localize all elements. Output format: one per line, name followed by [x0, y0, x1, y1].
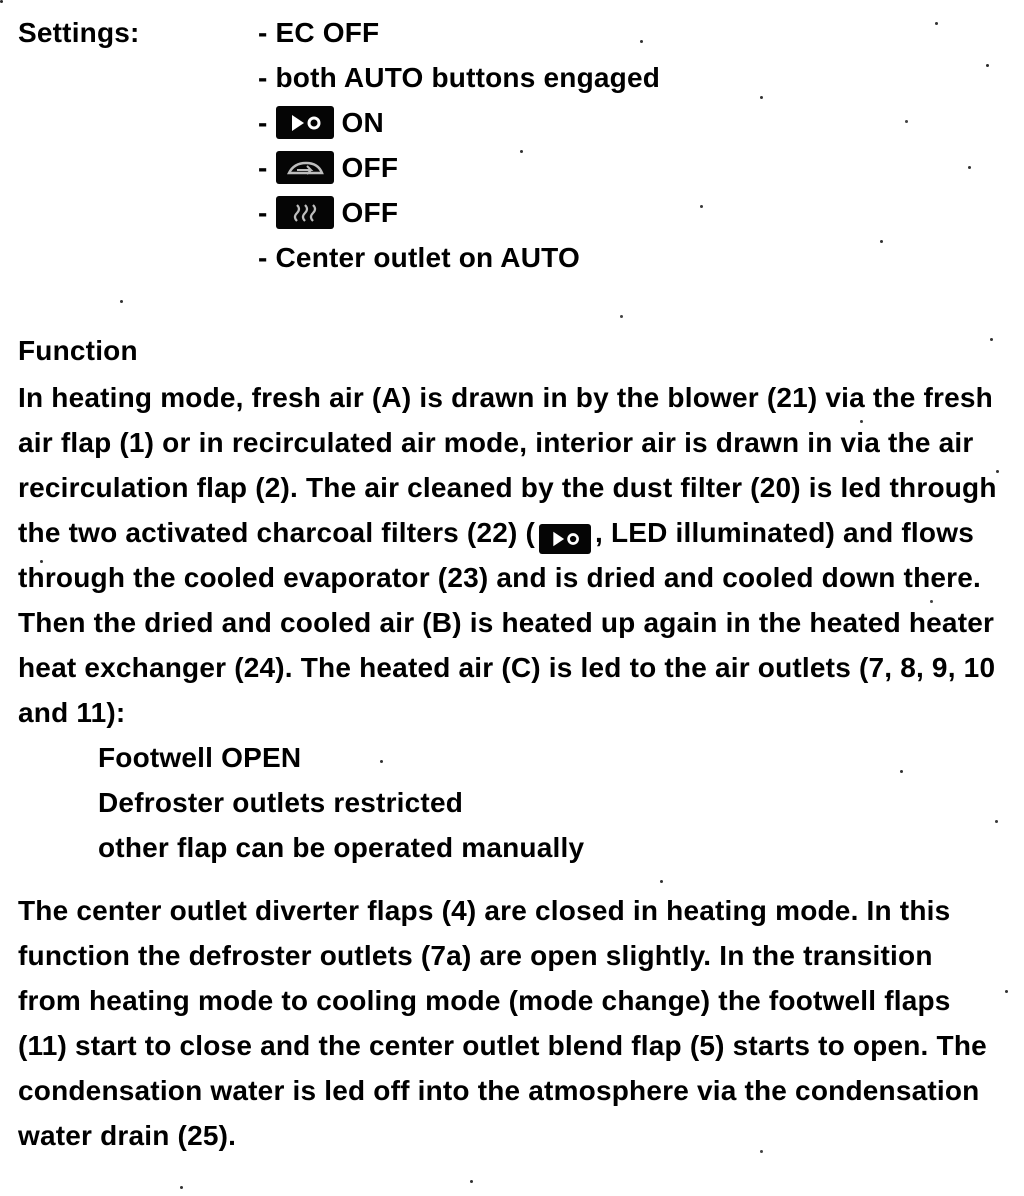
list-item-other-flap: other flap can be operated manually: [98, 832, 585, 863]
charcoal-filter-button-icon: [276, 106, 334, 139]
setting-recirculation-off: [258, 145, 998, 190]
settings-list: [258, 10, 998, 280]
setting-state: OFF: [341, 197, 399, 228]
settings-block: [18, 10, 998, 280]
outlet-state-list: [18, 735, 998, 870]
manual-page: [18, 10, 998, 1158]
setting-dash: -: [258, 152, 268, 183]
setting-dash: -: [258, 197, 268, 228]
setting-text: - EC OFF: [258, 17, 380, 48]
charcoal-filter-button-icon: [539, 524, 591, 554]
setting-dash: -: [258, 107, 268, 138]
setting-state: ON: [341, 107, 384, 138]
function-paragraph-1: [18, 375, 998, 735]
function-heading: Function: [18, 335, 138, 366]
paragraph-text-before-icon: In heating mode, fresh air (A) is drawn in by the blower (21) via the fresh air flap (1) or in recirculated air mode, interior air is drawn in via the air recirculation flap (2). The air cleaned by the dust filter (20) is led through the two activated charcoal filters (22) (: [18, 382, 997, 548]
setting-ec-off: [258, 10, 998, 55]
list-item-defroster: Defroster outlets restricted: [98, 787, 464, 818]
settings-label: Settings:: [18, 17, 140, 48]
setting-state: OFF: [341, 152, 399, 183]
setting-charcoal-filter-on: [258, 100, 998, 145]
scan-noise-speckles: [0, 0, 3, 3]
setting-auto-buttons: [258, 55, 998, 100]
setting-defroster-off: [258, 190, 998, 235]
setting-text: - Center outlet on AUTO: [258, 242, 580, 273]
function-paragraph-2: The center outlet diverter flaps (4) are closed in heating mode. In this function the defroster outlets (7a) are open slightly. In the transition from heating mode to cooling mode (mode change) the footwell flaps (11) start to close and the center outlet blend flap (5) starts to open. The condensation water is led off into the atmosphere via the condensation water drain (25).: [18, 895, 987, 1151]
setting-text: - both AUTO buttons engaged: [258, 62, 661, 93]
paragraph-text-after-icon: , LED illuminated) and flows through the cooled evaporator (23) and is dried and cooled down there. Then the dried and cooled air (B) is heated up again in the heated heater heat exchanger (24). The heated air (C) is led to the air outlets (7, 8, 9, 10 and 11):: [18, 517, 996, 728]
recirculation-button-icon: [276, 151, 334, 184]
list-item-footwell: Footwell OPEN: [98, 742, 302, 773]
defroster-button-icon: [276, 196, 334, 229]
setting-center-outlet-auto: [258, 235, 998, 280]
